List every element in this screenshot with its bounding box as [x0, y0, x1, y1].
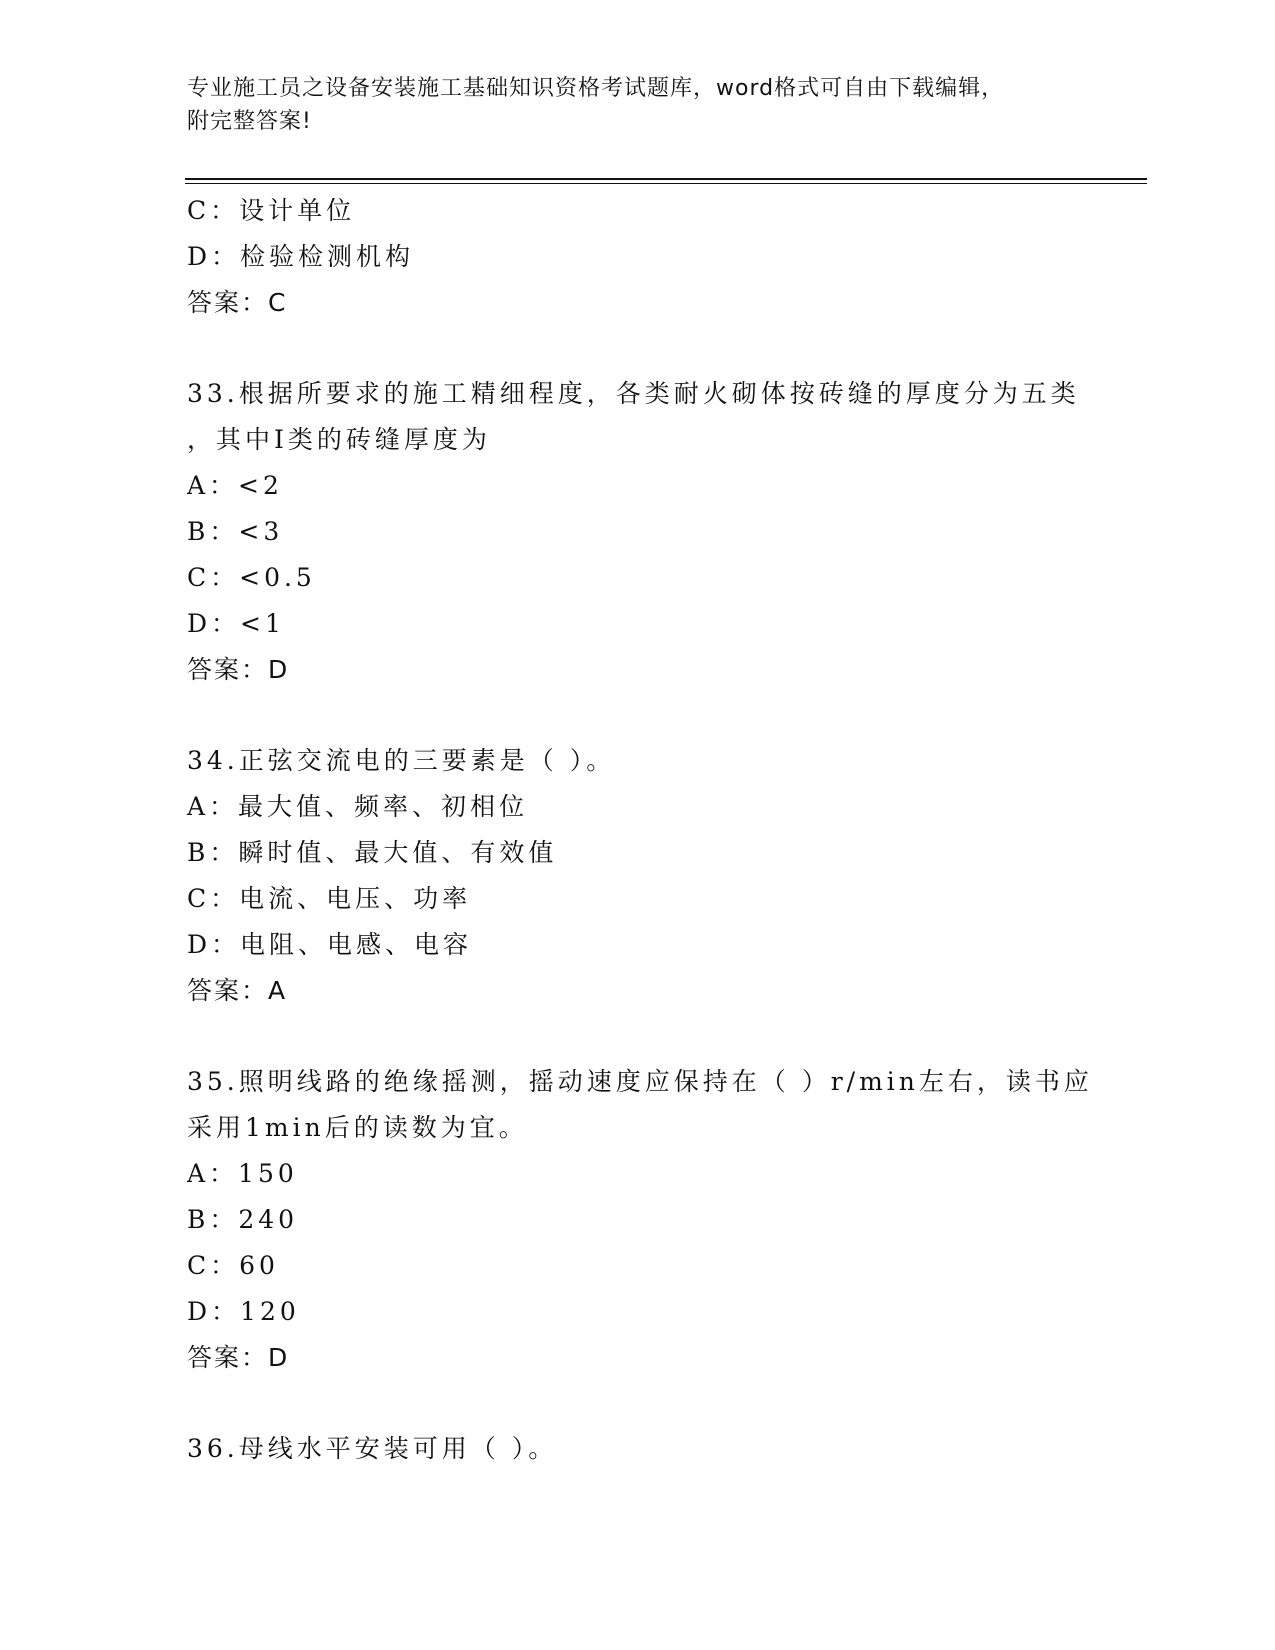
- header-line-2: 附完整答案!: [187, 109, 312, 134]
- question-stem-line-1: 35.照明线路的绝缘摇测，摇动速度应保持在（ ）r/min左右，读书应: [187, 1067, 1093, 1096]
- answer: 答案：D: [187, 655, 290, 684]
- answer: 答案：C: [187, 288, 288, 317]
- question-stem-line-1: 33.根据所要求的施工精细程度，各类耐火砌体按砖缝的厚度分为五类: [187, 379, 1080, 408]
- option-a: A：最大值、频率、初相位: [187, 792, 529, 821]
- option-d: D：<1: [187, 609, 285, 638]
- question-stem-line-2: ，其中Ⅰ类的砖缝厚度为: [187, 425, 491, 454]
- question-36: [187, 1426, 1087, 1472]
- question-34: [187, 738, 1087, 1014]
- option-d: D：120: [187, 1297, 300, 1326]
- question-35: [187, 1059, 1093, 1381]
- option-c: C：<0.5: [187, 563, 316, 592]
- question-stem: 34.正弦交流电的三要素是（ ）。: [187, 746, 616, 775]
- option-a: A：<2: [187, 471, 283, 500]
- spacer: [187, 326, 1087, 371]
- option-c: C：设计单位: [187, 196, 356, 225]
- spacer: [187, 693, 1087, 738]
- option-d: D：检验检测机构: [187, 242, 415, 271]
- option-b: B：240: [187, 1205, 299, 1234]
- question-stem: 36.母线水平安装可用（ ）。: [187, 1434, 558, 1463]
- question-stem-line-2: 采用1min后的读数为宜。: [187, 1113, 528, 1142]
- option-c: C：电流、电压、功率: [187, 884, 472, 913]
- question-32-tail: [187, 188, 1087, 326]
- answer: 答案：D: [187, 1343, 290, 1372]
- option-a: A：150: [187, 1159, 298, 1188]
- option-b: B：瞬时值、最大值、有效值: [187, 838, 558, 867]
- document-header: [187, 72, 1067, 138]
- option-d: D：电阻、电感、电容: [187, 930, 473, 959]
- spacer: [187, 1014, 1087, 1059]
- spacer: [187, 1381, 1087, 1426]
- question-33: [187, 371, 1087, 693]
- option-b: B：<3: [187, 517, 284, 546]
- header-divider-thin: [185, 183, 1147, 184]
- header-divider-thick: [185, 178, 1147, 180]
- header-line-1: 专业施工员之设备安装施工基础知识资格考试题库，word格式可自由下载编辑，: [187, 76, 1005, 101]
- question-list: [187, 188, 1093, 1472]
- answer: 答案：A: [187, 976, 288, 1005]
- option-c: C：60: [187, 1251, 279, 1280]
